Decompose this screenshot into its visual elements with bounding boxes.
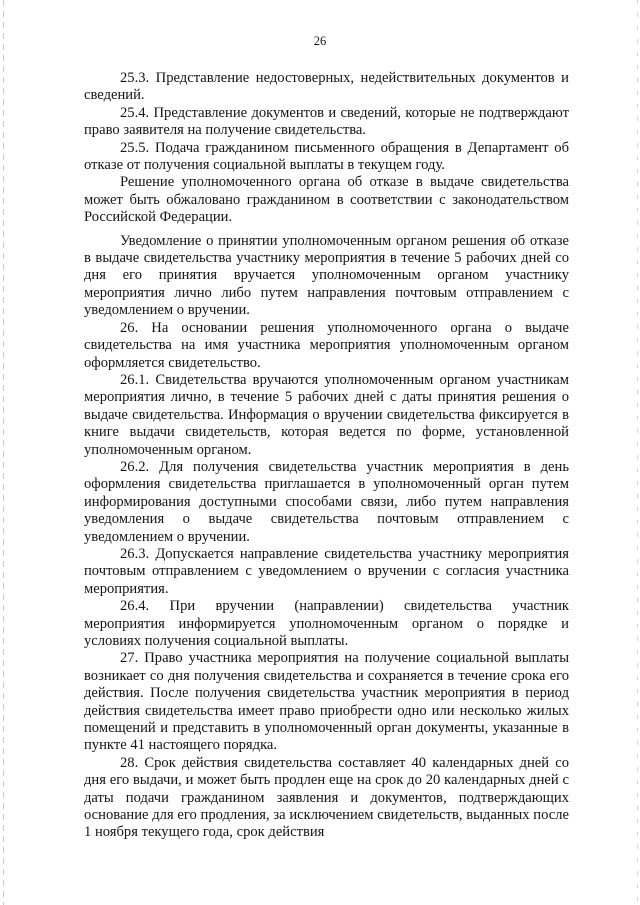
paragraph-25-5: 25.5. Подача гражданином письменного обращения в Департамент об отказе от получения социальной выплаты в текущем году. — [84, 139, 569, 174]
page-number: 26 — [313, 34, 327, 48]
paragraph-26-4: 26.4. При вручении (направлении) свидетельства участник мероприятия информируется уполномоченным органом о порядке и условиях получения социальной выплаты. — [84, 598, 569, 649]
scan-edge-right — [637, 0, 638, 905]
paragraph-28: 28. Срок действия свидетельства составляет 40 календарных дней со дня его выдачи, и может быть продлен еще на срок до 20 календарных дней с даты подачи гражданином заявления и документов, подтверждающих основание для его продления, за исключением свидетельств, выданных после 1 ноября текущего года, срок действия — [84, 754, 569, 841]
document-body — [84, 70, 569, 842]
paragraph-25-4: 25.4. Представление документов и сведений, которые не подтверждают право заявителя на получение свидетельства. — [84, 104, 569, 139]
scan-edge-left — [3, 0, 4, 905]
paragraph-26-2: 26.2. Для получения свидетельства участник мероприятия в день оформления свидетельства приглашается в уполномоченный орган путем информирования доступными способами связи, либо путем направления уведомления о выдаче свидетельства почтовым отправлением с уведомлением о вручении. — [84, 458, 569, 545]
paragraph-notification: Уведомление о принятии уполномоченным органом решения об отказе в выдаче свидетельства участнику мероприятия в течение 5 рабочих дней со дня его принятия вручается уполномоченным органом участнику мероприятия лично либо путем направления почтовым отправлением с уведомлением о вручении. — [84, 232, 569, 319]
paragraph-appeal: Решение уполномоченного органа об отказе в выдаче свидетельства может быть обжаловано гражданином в соответствии с законодательством Российской Федерации. — [84, 174, 569, 226]
paragraph-26-1: 26.1. Свидетельства вручаются уполномоченным органом участникам мероприятия лично, в течение 5 рабочих дней с даты принятия решения о выдаче свидетельства. Информация о вручении свидетельства фиксируется в книге выдачи свидетельств, которая ведется по форме, установленной уполномоченным органом. — [84, 371, 569, 458]
paragraph-27: 27. Право участника мероприятия на получение социальной выплаты возникает со дня получения свидетельства и сохраняется в течение срока его действия. После получения свидетельства участник мероприятия в период действия свидетельства имеет право приобрести одно или несколько жилых помещений и представить в уполномоченный орган документы, указанные в пункте 41 настоящего порядка. — [84, 650, 569, 754]
paragraph-25-3: 25.3. Представление недостоверных, недействительных документов и сведений. — [84, 70, 569, 104]
paragraph-26-3: 26.3. Допускается направление свидетельства участнику мероприятия почтовым отправлением с уведомлением о вручении с согласия участника мероприятия. — [84, 545, 569, 597]
paragraph-26: 26. На основании решения уполномоченного органа о выдаче свидетельства на имя участника мероприятия уполномоченным органом оформляется свидетельство. — [84, 319, 569, 371]
